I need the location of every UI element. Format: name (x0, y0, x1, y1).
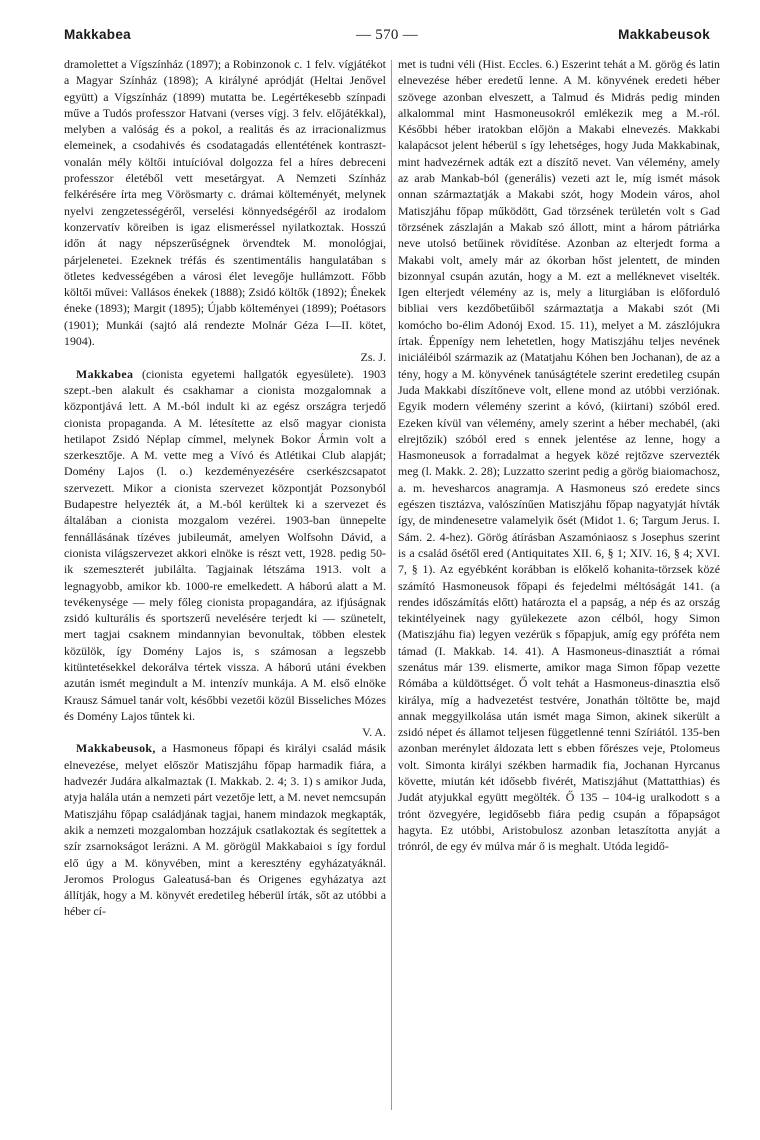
page-number: — 570 — (355, 27, 419, 43)
right-column (398, 56, 720, 1122)
entry-continuation-text: met is tudni véli (Hist. Eccles. 6.) Eszerint tehát a M. görög és latin elnevezése héber eredetű lenne. A M. könyvének eredeti héber szövege azonban elveszett, a Talmud és Midrás pedig minden alkalommal mint Hasmoneusokról emlékezik meg a M.-ról. Későbbi héber iratokban előjön a Makabi elnevezés. Makkabi kalapácsot jelent héberül s így lehetséges, hogy Juda Makkabinak, mint hadvezérnek adták ezt a díszítő nevet. Van vélemény, amely az arab Mankab-ból (generális) vezeti azt le, míg ismét mások onnan származtatják a Makabi szót, hogy Modein város, ahol Matiszjáhu főpap működött, Gad törzsének területén volt s Gad törzsének zászlaján a Makab szó állott, mint a három pátriárka neve utolsó betűinek rövidítése. Azonban az elterjedt forma a Makabi volt, amely már az ókorban hőst jelentett, de minden bizonnyal csupán azután, hogy a M. ezt a melléknevet viselték. Igen elterjedt vélemény az is, mely a liturgiában is előforduló bibliai vers kezdőbetűiből származtatja a Makabi szót (Mi komócho bo-élim Adonój Exod. 15. 11), melyet a M. zászlójukra írtak. Éppenígy nem lehetetlen, hogy Matiszjáhu teljes nevének iniciáléiból származik az (Matatjahu Kóhen ben Jochanan), de az a tény, hogy a M. könyvének tanúságtétele szerint eredetileg csupán Juda Makkabi díszítőneve volt, ellene mond az utóbbi verziónak. Egyik modern vélemény szerint a kóvó, (kiirtani) szóból ered. Ezeken kívül van vélemény, amely szerint a héber mechabél, (aki elrejtőzik) szóból ered s ennek jelentése az lenne, hogy a Hasmoneusok a forradalmat a hegyek közé rejtőzve szervezték meg (l. Makk. 2. 28); Luzzatto szerint pedig a görög biaiomachosz, a. m. hevesharcos anagramja. A Hasmoneus szó eredete sincs egészen tisztázva, valószínűen Matiszjáhu főpap nagyatyját hívták így, de mindenesetre valamelyik ősét (Midot 1. 6; Targum Jerus. I. Sám. 2. 4-hez). Görög átírásban Aszamóniaosz s Josephus szerint is a család ősétől ered (Antiquitates XII. 6, § 1; XIV. 16, § 4; XVI. 7, § 1). Az egyébként korábban is előkelő kohanita-törzsek közé számító Hasmoneusok főpapi és fejedelmi méltóságát 141. (a rendes időszámítás előtt) határozta el a papság, a nép és az ország tekintélyeinek nagy gyülekezete azon célból, hogy Simon (Matiszjáhu fia) legyen vezérük s főpapjuk, amíg egy próféta nem támad (I. Makkab. 14. 41). A Hasmoneus-dinasztiát a római szenátus már 139. elismerte, amikor maga Simon főpap vezette Rómába a küldöttséget. Ő volt tehát a Hasmoneus-dinasztia első királya, míg a hadvezetést testvére, Jonathán töltötte be, majd annak meggyilkolása után ismét maga Simon, akinek sikerült a zsidó népet és államot teljesen függetlenné tenni Szíriától. 135-ben azonban merénylet áldozata lett s ebben főrészes veje, Ptolomeus volt. Simonta királyi székben harmadik fia, Jochanan Hyrcanus követte, miután két idősebb fivérét, Matiszjáhut (Mattatthias) és Judát atyjukkal együtt megölték. Ő 135 – 104-ig uralkodott s a trónt özvegyére, legidősebb fiára pedig csupán a főpapságot hagyta. Ez utóbbi, Aristobulosz azonban letaszította anyját a trónról, de egy év múlva már ő is meghalt. Utóda legidő- (398, 57, 720, 854)
header-left-keyword: Makkabea (64, 27, 131, 42)
entry-makkabea (64, 366, 386, 725)
entry-body: a Hasmoneus főpapi és királyi család másik elnevezése, melyet először Matiszjáhu főpap harmadik fiára, a hadvezér Judára alkalmaztak (I. Makkab. 2. 4; 3. 1) s amikor Juda, atyja halála után a nemzeti párt vezetője lett, a M. nevet nemcsupán Matiszjáhu főpap családjának tagjai, hanem mindazok megkapták, akik a nemzeti mozgalomban hozzájuk csatlakoztak és segítettek a szír zsarnokságot lerázni. A M. görögül Makkabaioi s így fordul elő úgy a M. könyvében, mint a keresztény egyházatyáknál. Jeromos Prologus Galeatusá-ban és Origenes egyházatya azt állítják, hogy a M. könyvét eredetileg héberül írták, sőt az utóbbi a héber cí- (64, 741, 386, 919)
entry-headword: Makkabeusok, (76, 741, 156, 756)
author-signature: Zs. J. (360, 350, 386, 365)
column-divider (391, 60, 392, 1110)
header-right-keyword: Makkabeusok (618, 27, 710, 42)
entry-body: (cionista egyetemi hallgatók egyesülete). 1903 szept.-ben alakult és csakhamar a cionista mozgalomnak a központjává lett. A M.-ból indult ki az egész országra terjedő cionista propaganda. A M. létesítette az első magyar cionista hetilapot Zsidó Néplap címmel, melynek Bokor Ármin volt a szerkesztője. A M. vette meg a Vívó és Atlétikai Club alapját; Domény Lajos (l. o.) kezdeményezésére cserkészcsapatot szervezett. Mikor a cionista szervezet központját Pozsonyból Budapestre helyezték át, a M.-ból kerültek ki a szervezet és általában a cionista mozgalom vezérei. 1903-ban ünnepelte fennállásának tízéves jubileumát, amelyen Wolfsohn Dávid, a cionista világszervezet akkori elnöke is részt vett, 1928. pedig 50-ik szemeszterét jubilálta. Tagjainak létszáma 1913. volt a legnagyobb, amikor kb. 1000-re emelkedett. A háború alatt a M. tevékenysége — mely főleg cionista propagandára, az ifjúságnak zsidó kulturális és sportszerű nevelésére terjedt ki — szünetelt, mert tagjai csaknem mindannyian bevonultak, többen elestek közülök, így Domény Lajos is, s számosan a legszebb kitüntetésekkel dekorálva tértek vissza. A háború utáni években azután ismét megindult a M. intenzív munkája. A M. első elnöke Krausz Sámuel tanár volt, későbbi vezetői közül Bisseliches Mózes és Domény Lajos tűntek ki. (64, 366, 386, 723)
entry-continuation-text: dramolettet a Vígszínház (1897); a Robinzonok c. 1 felv. vígjátékot a Magyar Színház (1898); A királyné apródját (Heltai Jenővel együtt) a Vígszínház (1899) mutatta be. Legértékesebb színpadi műve a Tudós professzor Hatvani (verses vígj. 3 felv. előjátékkal), melyben a valóság és a pokol, a realitás és az irracionalizmus elemeinek, a csodahivés és csodatagadás ellentétének kontraszt-vonalán mély költői intuícióval dolgozza fel a híres debreceni professzor életéből vett mesetárgyat. A Nemzeti Színház felkérésére írta meg Vörösmarty c. drámai költeményét, melynek nyelvi zengzetességéről, verselési könnyedségéről az irodalom konzervatív köreiben is igaz elismeréssel nyilatkoztak. Hosszú időn át nagy népszerűségnek örvendtek M. monológjai, párjelenetei. Ezeknek tréfás és szentimentális hangulatában s ötletes kedvességében a városi élet levegője hullámzott. Főbb költői művei: Vallásos énekek (1888); Zsidó költők (1892); Énekek éneke (1893); Margit (1895); Újabb költeményei (1899); Poétasors (1901); Munkái (sajtó alá rendezte Molnár Géza I—II. kötet, 1904). (64, 57, 386, 349)
entry-headword: Makkabea (76, 366, 134, 381)
entry-makkabeusok (64, 740, 386, 919)
left-column (64, 56, 386, 1122)
author-signature: V. A. (362, 725, 386, 740)
running-header (64, 27, 710, 47)
